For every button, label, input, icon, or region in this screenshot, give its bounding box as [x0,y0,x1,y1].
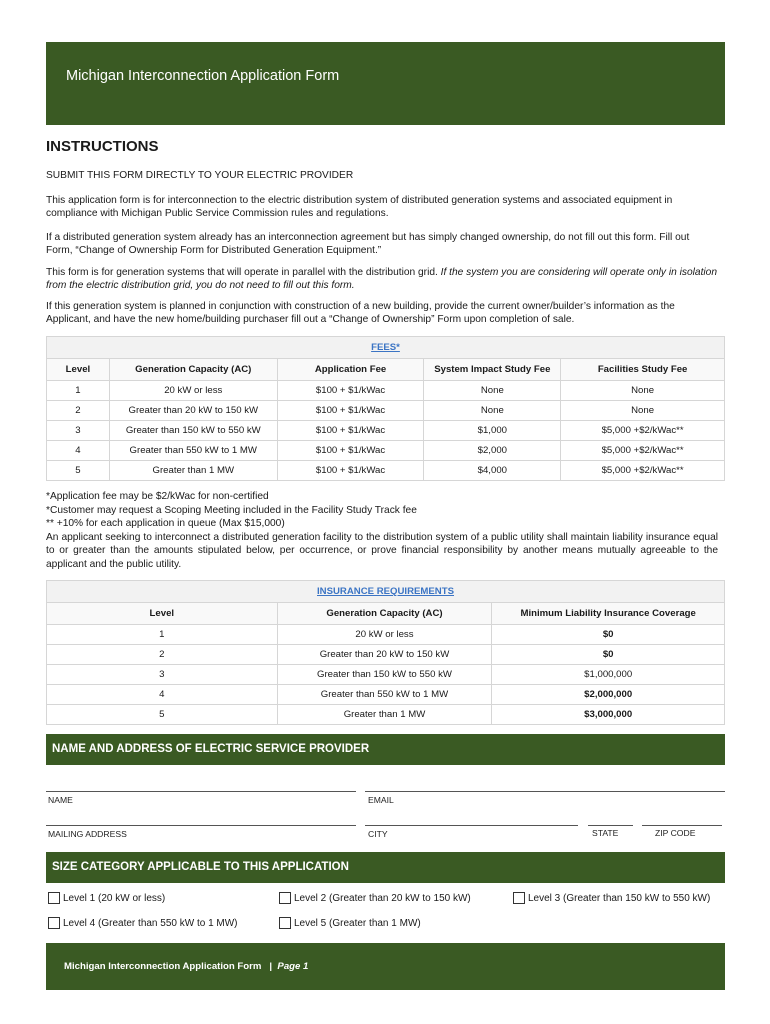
fee-cell: $2,000 [424,441,561,461]
insurance-caption-cell [47,581,725,603]
fee-cell: 2 [47,401,110,421]
footer-text [64,961,308,972]
fee-cell: $5,000 +$2/kWac** [561,441,725,461]
level-1-checkbox[interactable] [48,892,165,904]
level-5-checkbox[interactable] [279,917,421,929]
insurance-cell: 1 [47,625,278,645]
size-heading: SIZE CATEGORY APPLICABLE TO THIS APPLICATION [52,861,349,873]
insurance-header: Minimum Liability Insurance Coverage [492,603,725,625]
mailing-address-label: MAILING ADDRESS [48,829,127,839]
level-4-label: Level 4 (Greater than 550 kW to 1 MW) [63,917,238,929]
fee-cell: 5 [47,461,110,481]
insurance-header: Level [47,603,278,625]
instructions-para-4: If this generation system is planned in conjunction with construction of a new building, provide the current owner/builder’s information as the Applicant, and have the new home/building purchaser fill out a “Change of Ownership” Form upon completion of sale. [46,301,675,326]
instructions-para-3 [46,266,718,292]
zip-code-field[interactable] [642,825,722,826]
checkbox-box[interactable] [48,892,60,904]
fee-cell: $5,000 +$2/kWac** [561,461,725,481]
fee-notes [46,490,718,572]
note-3: ** +10% for each application in queue (Max $15,000) [46,518,285,530]
fees-header: System Impact Study Fee [424,359,561,381]
insurance-table [46,580,725,725]
instructions-para-2: If a distributed generation system already has an interconnection agreement but has simply changed ownership, do not fill out this form. Fill out Form, “Change of Ownership Form for Distributed Generation Equipment.” [46,232,690,257]
table-row [47,645,725,665]
state-label: STATE [592,828,619,838]
insurance-cell: $2,000,000 [492,685,725,705]
city-label: CITY [368,829,388,839]
fee-cell: 1 [47,381,110,401]
checkbox-box[interactable] [279,917,291,929]
insurance-cell: Greater than 550 kW to 1 MW [277,685,492,705]
fees-header: Application Fee [277,359,424,381]
fee-cell: 20 kW or less [109,381,277,401]
footer-title: Michigan Interconnection Application Form [64,961,262,972]
insurance-cell: $0 [492,645,725,665]
fees-caption-cell [47,337,725,359]
level-5-label: Level 5 (Greater than 1 MW) [294,917,421,929]
submit-note: SUBMIT THIS FORM DIRECTLY TO YOUR ELECTRIC PROVIDER [46,170,354,181]
name-label: NAME [48,795,73,805]
insurance-statement: An applicant seeking to interconnect a distributed generation facility to the distribution system of a public utility shall maintain liability insurance equal to or greater than the amounts stipulated below, per occurrence, or prove financial responsibility by another means mutually agreeable to the applicant and the public utility. [46,531,718,570]
level-3-label: Level 3 (Greater than 150 kW to 550 kW) [528,892,711,904]
checkbox-box[interactable] [48,917,60,929]
level-1-label: Level 1 (20 kW or less) [63,892,166,904]
insurance-cell: 5 [47,705,278,725]
city-field[interactable] [365,825,578,826]
mailing-address-field[interactable] [46,825,356,826]
para-3-italic: If the system you are considering will operate only in isolation from the electric distribution grid, you do not need to fill out this form. [46,267,717,292]
fee-cell: $100 + $1/kWac [277,401,424,421]
email-label: EMAIL [368,795,394,805]
insurance-cell: $3,000,000 [492,705,725,725]
form-title: Michigan Interconnection Application Form [66,68,340,84]
fee-cell: None [561,381,725,401]
instructions-para-1: This application form is for interconnection to the electric distribution system of distributed generation systems and associated equipment in compliance with Michigan Public Service Commission rules and regulations. [46,195,673,220]
note-1: *Application fee may be $2/kWac for non-certified [46,491,269,502]
fee-cell: $100 + $1/kWac [277,381,424,401]
page-number: Page 1 [277,961,309,972]
table-row [47,685,725,705]
fees-header: Level [47,359,110,381]
checkbox-box[interactable] [279,892,291,904]
insurance-cell: Greater than 1 MW [277,705,492,725]
zip-code-label: ZIP CODE [655,828,696,838]
table-row [47,401,725,421]
insurance-cell: 20 kW or less [277,625,492,645]
insurance-cell: $0 [492,625,725,645]
insurance-caption: INSURANCE REQUIREMENTS [317,586,454,597]
fee-cell: Greater than 20 kW to 150 kW [109,401,277,421]
provider-section-header [46,734,725,765]
fee-cell: $100 + $1/kWac [277,421,424,441]
header-banner [46,42,725,125]
level-3-checkbox[interactable] [513,892,710,904]
table-row [47,441,725,461]
checkbox-box[interactable] [513,892,525,904]
fees-header: Facilities Study Fee [561,359,725,381]
fees-table [46,336,725,481]
table-row [47,665,725,685]
insurance-cell: 3 [47,665,278,685]
email-field[interactable] [365,791,725,792]
name-field[interactable] [46,791,356,792]
level-2-label: Level 2 (Greater than 20 kW to 150 kW) [294,892,471,904]
table-row [47,381,725,401]
fee-cell: $4,000 [424,461,561,481]
fee-cell: None [424,401,561,421]
fee-cell: None [561,401,725,421]
fee-cell: $1,000 [424,421,561,441]
footer-separator: | [269,961,273,972]
fees-header: Generation Capacity (AC) [109,359,277,381]
table-row [47,705,725,725]
fee-cell: $100 + $1/kWac [277,461,424,481]
insurance-cell: Greater than 20 kW to 150 kW [277,645,492,665]
insurance-cell: Greater than 150 kW to 550 kW [277,665,492,685]
provider-heading: NAME AND ADDRESS OF ELECTRIC SERVICE PROVIDER [52,743,370,755]
fee-cell: Greater than 150 kW to 550 kW [109,421,277,441]
instructions-heading: INSTRUCTIONS [46,138,159,155]
level-2-checkbox[interactable] [279,892,471,904]
insurance-cell: 4 [47,685,278,705]
fee-cell: 3 [47,421,110,441]
fees-caption: FEES* [371,342,400,353]
note-2: *Customer may request a Scoping Meeting included in the Facility Study Track fee [46,504,417,516]
insurance-cell: $1,000,000 [492,665,725,685]
fee-cell: 4 [47,441,110,461]
table-row [47,461,725,481]
insurance-header: Generation Capacity (AC) [277,603,492,625]
fee-cell: $5,000 +$2/kWac** [561,421,725,441]
footer-banner [46,943,725,990]
table-row [47,421,725,441]
para-3-plain: This form is for generation systems that will operate in parallel with the distribution grid. [46,267,441,278]
state-field[interactable] [588,825,633,826]
level-4-checkbox[interactable] [48,917,238,929]
fee-cell: Greater than 550 kW to 1 MW [109,441,277,461]
table-row [47,625,725,645]
size-section-header [46,852,725,883]
insurance-cell: 2 [47,645,278,665]
fee-cell: $100 + $1/kWac [277,441,424,461]
fee-cell: None [424,381,561,401]
fee-cell: Greater than 1 MW [109,461,277,481]
